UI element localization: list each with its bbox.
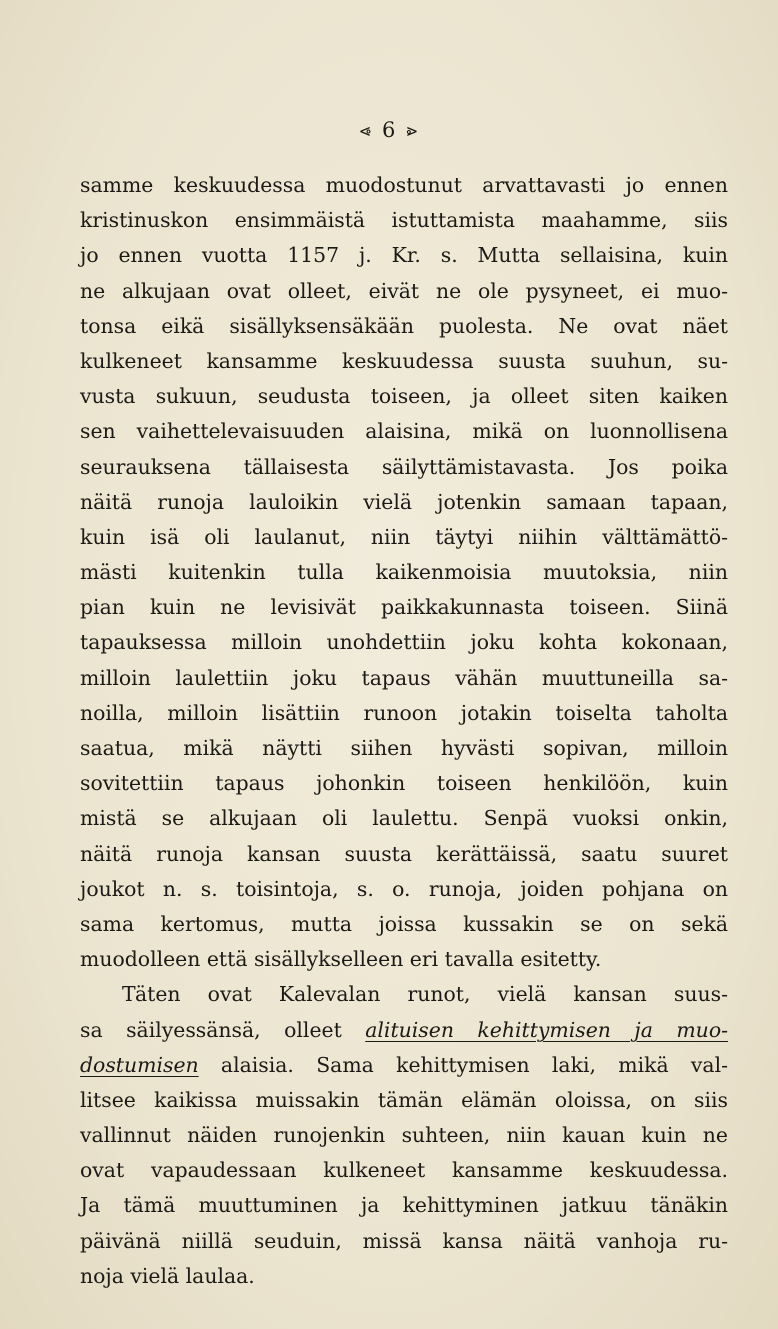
text-line: sovitettiin tapaus johonkin toiseen henkilöön, kuin bbox=[80, 771, 728, 796]
text-line: sen vaihettelevaisuuden alaisina, mikä on luonnollisena bbox=[80, 419, 728, 444]
text-line: Täten ovat Kalevalan runot, vielä kansan suus- bbox=[122, 982, 728, 1007]
text-line: milloin laulettiin joku tapaus vähän muuttuneilla sa- bbox=[80, 665, 728, 690]
body-text bbox=[80, 168, 728, 1294]
text-line: tonsa eikä sisällyksensäkään puolesta. Ne ovat näet bbox=[80, 313, 728, 338]
text-line: vusta sukuun, seudusta toiseen, ja olleet siten kaiken bbox=[80, 384, 728, 409]
text-line: päivänä niillä seuduin, missä kansa näitä vanhoja ru- bbox=[80, 1228, 728, 1253]
text-line: muodolleen että sisällykselleen eri tavalla esitetty. bbox=[80, 947, 602, 972]
text-line: ovat vapaudessaan kulkeneet kansamme keskuudessa. bbox=[80, 1158, 728, 1183]
text-line: tapauksessa milloin unohdettiin joku kohta kokonaan, bbox=[80, 630, 728, 655]
text-line bbox=[80, 1048, 728, 1083]
text-line: joukot n. s. toisintoja, s. o. runoja, joiden pohjana on bbox=[80, 876, 728, 901]
text-line: kuin isä oli laulanut, niin täytyi niihin välttämättö- bbox=[80, 524, 728, 549]
text-line: kulkeneet kansamme keskuudessa suusta suuhun, su- bbox=[80, 348, 728, 373]
line-text: alaisia. Sama kehittymisen laki, mikä val- bbox=[198, 1052, 728, 1077]
text-line: sama kertomus, mutta joissa kussakin se on sekä bbox=[80, 911, 728, 936]
text-line: jo ennen vuotta 1157 j. Kr. s. Mutta sellaisina, kuin bbox=[80, 243, 728, 268]
text-line: litsee kaikissa muissakin tämän elämän oloissa, on siis bbox=[80, 1087, 728, 1112]
text-line: näitä runoja lauloikin vielä jotenkin samaan tapaan, bbox=[80, 489, 728, 514]
text-line: mistä se alkujaan oli laulettu. Senpä vuoksi onkin, bbox=[80, 806, 728, 831]
text-line: Ja tämä muuttuminen ja kehittyminen jatkuu tänäkin bbox=[80, 1193, 728, 1218]
text-line: saatua, mikä näytti siihen hyvästi sopivan, milloin bbox=[80, 736, 728, 760]
paragraph-2 bbox=[80, 977, 728, 1294]
text-line: vallinnut näiden runojenkin suhteen, niin kauan kuin ne bbox=[80, 1123, 728, 1148]
right-ornament-icon: ⩺ bbox=[406, 119, 419, 141]
page-header bbox=[0, 116, 778, 144]
emphasized-text: alituisen kehittymisen ja muo- bbox=[365, 1017, 728, 1042]
text-line bbox=[80, 1013, 728, 1048]
text-line: kristinuskon ensimmäistä istuttamista maahamme, siis bbox=[80, 208, 728, 233]
text-line: seurauksena tällaisesta säilyttämistavasta. Jos poika bbox=[80, 454, 728, 479]
left-ornament-icon: ⩹ bbox=[359, 119, 372, 141]
text-line: samme keskuudessa muodostunut arvattavasti jo ennen bbox=[80, 173, 728, 197]
text-line: mästi kuitenkin tulla kaikenmoisia muutoksia, niin bbox=[80, 560, 728, 585]
text-line: näitä runoja kansan suusta kerättäissä, saatu suuret bbox=[80, 841, 728, 866]
line-text: sa säilyessänsä, olleet bbox=[80, 1017, 366, 1042]
text-line: pian kuin ne levisivät paikkakunnasta toiseen. Siinä bbox=[80, 595, 728, 620]
emphasized-text: dostumisen bbox=[80, 1052, 199, 1077]
page-number: 6 bbox=[382, 118, 397, 142]
paragraph-1 bbox=[80, 168, 728, 977]
text-line: noilla, milloin lisättiin runoon jotakin toiselta taholta bbox=[80, 700, 728, 725]
text-line: noja vielä laulaa. bbox=[80, 1263, 255, 1288]
text-line: ne alkujaan ovat olleet, eivät ne ole pysyneet, ei muo- bbox=[80, 278, 728, 303]
